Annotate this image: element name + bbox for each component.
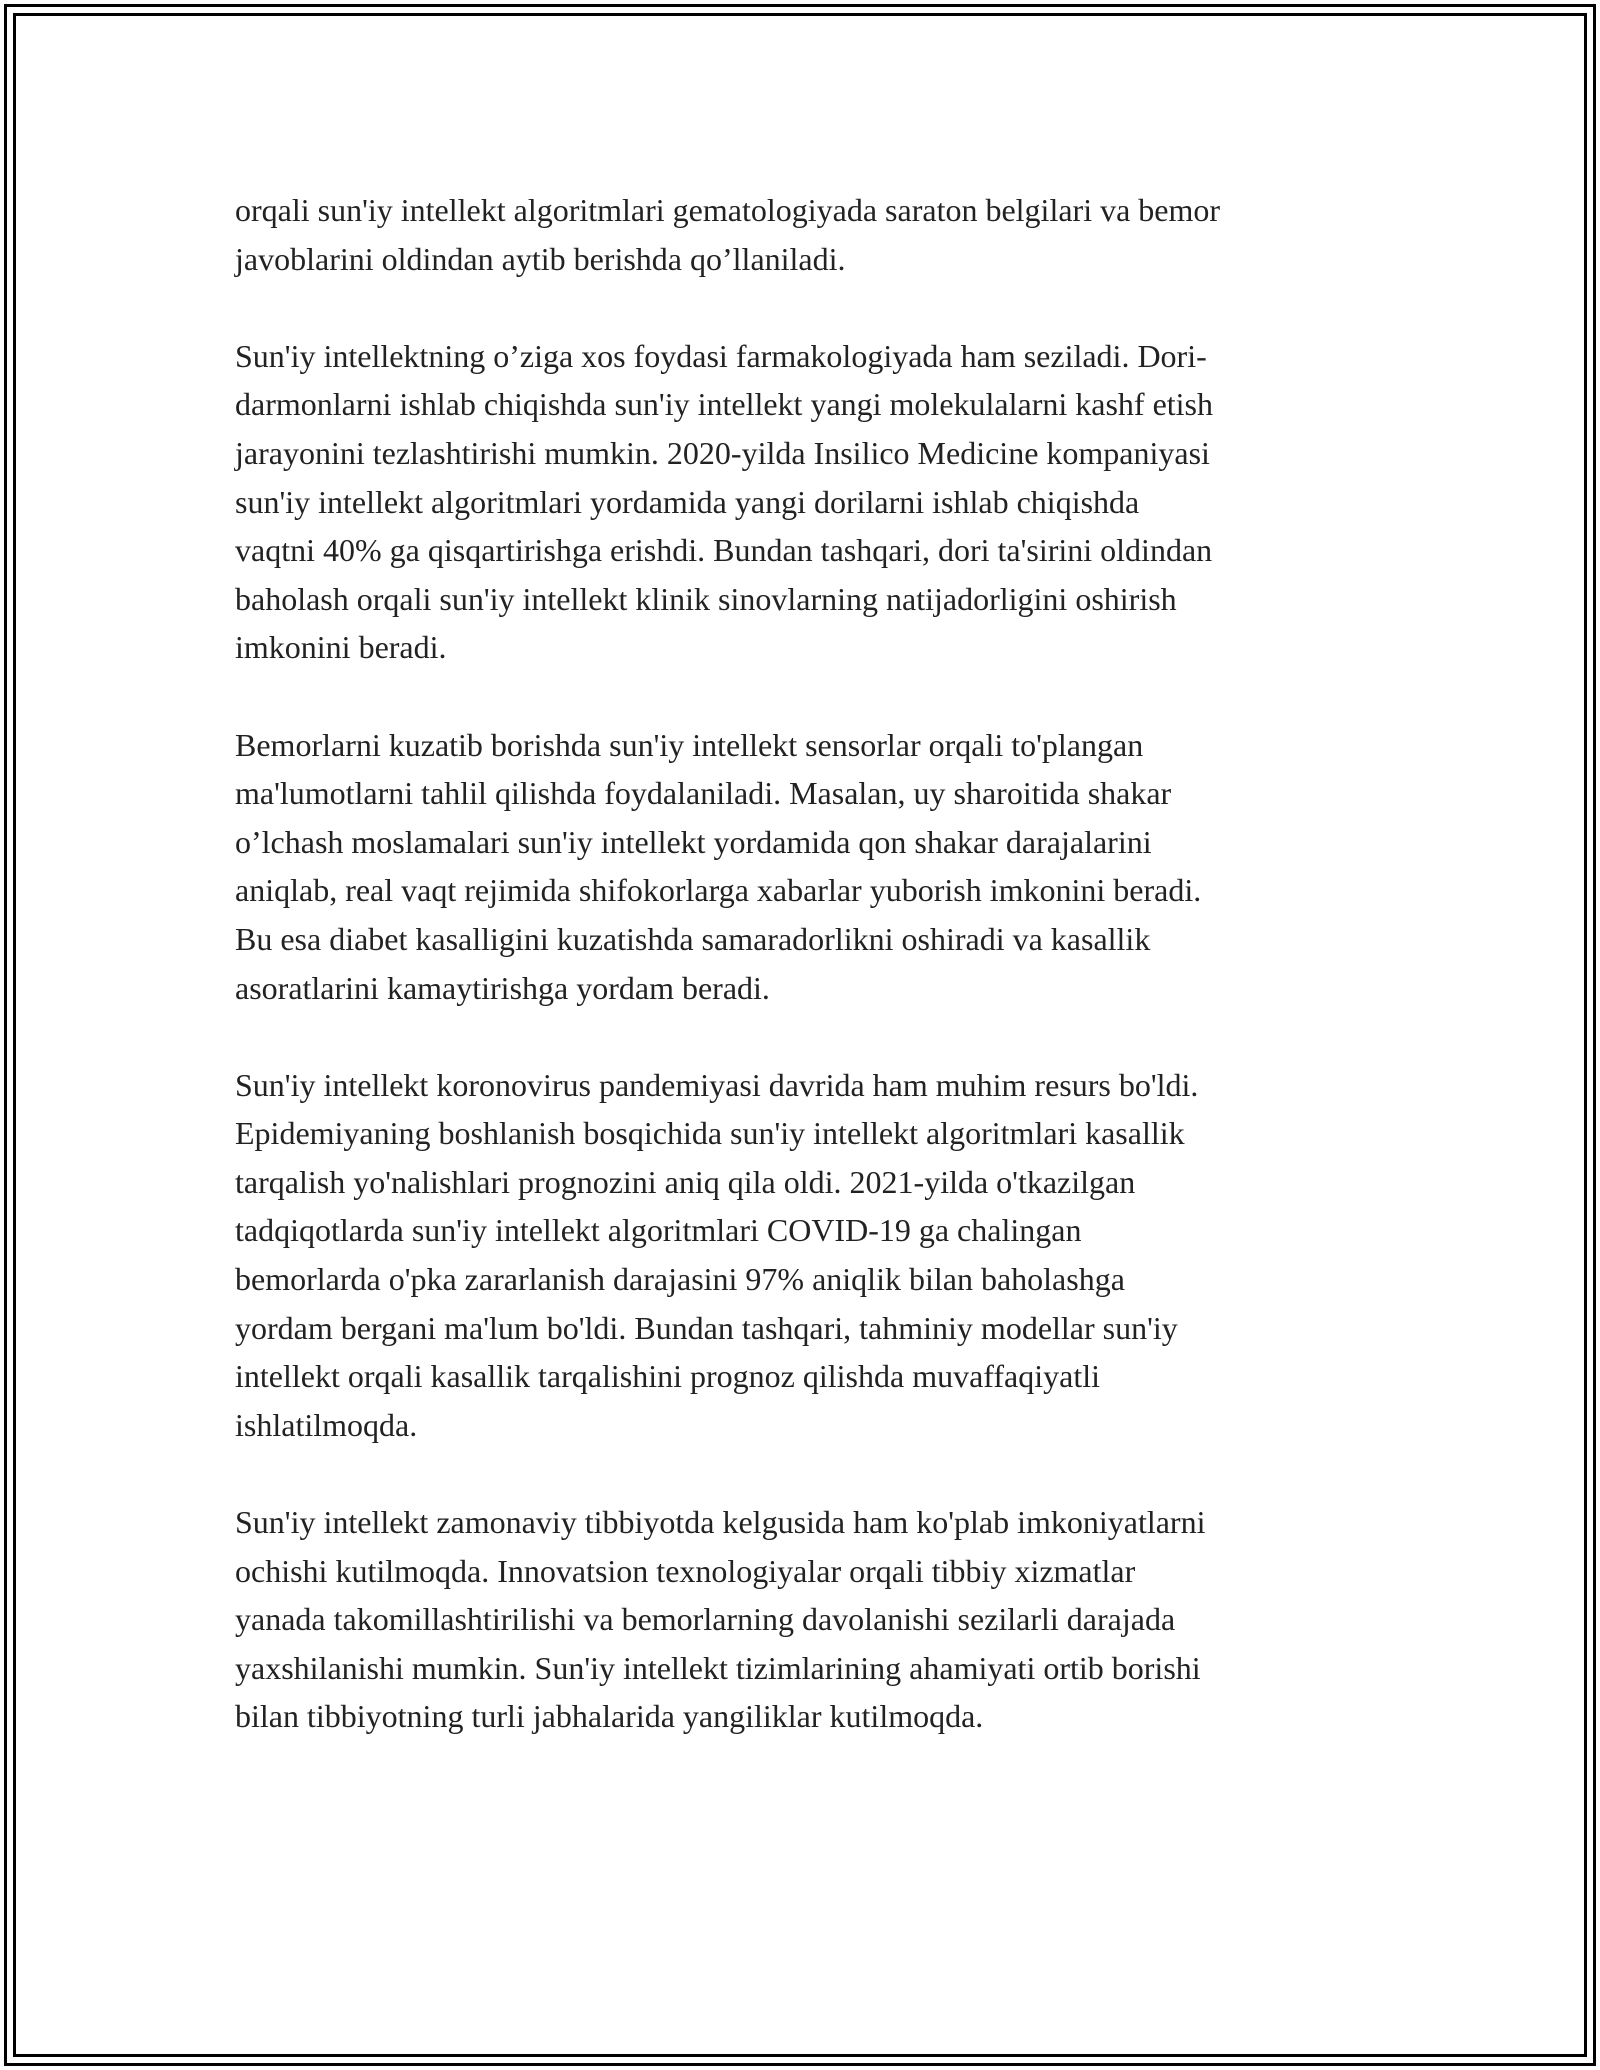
paragraph-4: Sun'iy intellekt koronovirus pandemiyasi davrida ham muhim resurs bo'ldi. Epidemiyaning boshlanish bosqichida sun'iy intellekt algoritmlari kasallik tarqalish yo'nalishlari prognozini aniq qila oldi. 2021-yilda o'tkazilgan tadqiqotlarda sun'iy intellekt algoritmlari COVID-19 ga chalingan bemorlarda o'pka zararlanish darajasini 97% aniqlik bilan baholashga yordam bergani ma'lum bo'ldi. Bundan tashqari, tahminiy modellar sun'iy intellekt orqali kasallik tarqalishini prognoz qilishda muvaffaqiyatli ishlatilmoqda. bbox=[235, 1066, 1199, 1443]
document-body bbox=[235, 186, 1375, 1790]
paragraph-3: Bemorlarni kuzatib borishda sun'iy intellekt sensorlar orqali to'plangan ma'lumotlarni tahlil qilishda foydalaniladi. Masalan, uy sharoitida shakar o’lchash moslamalari sun'iy intellekt yordamida qon shakar darajalarini aniqlab, real vaqt rejimida shifokorlarga xabarlar yuborish imkonini beradi. Bu esa diabet kasalligini kuzatishda samaradorlikni oshiradi va kasallik asoratlarini kamaytirishga yordam beradi. bbox=[235, 726, 1202, 1006]
paragraph-1: orqali sun'iy intellekt algoritmlari gematologiyada saraton belgilari va bemor javoblarini oldindan aytib berishda qo’llaniladi. bbox=[235, 192, 1221, 277]
paragraph-5: Sun'iy intellekt zamonaviy tibbiyotda kelgusida ham ko'plab imkoniyatlarni ochishi kutilmoqda. Innovatsion texnologiyalar orqali tibbiy xizmatlar yanada takomillashtirilishi va bemorlarning davolanishi sezilarli darajada yaxshilanishi mumkin. Sun'iy intellekt tizimlarining ahamiyati ortib borishi bilan tibbiyotning turli jabhalarida yangiliklar kutilmoqda. bbox=[235, 1504, 1206, 1735]
paragraph-2: Sun'iy intellektning o’ziga xos foydasi farmakologiyada ham seziladi. Dori- darmonlarni ishlab chiqishda sun'iy intellekt yangi molekulalarni kashf etish jarayonini tezlashtirishi mumkin. 2020-yilda Insilico Medicine kompaniyasi sun'iy intellekt algoritmlari yordamida yangi dorilarni ishlab chiqishda vaqtni 40% ga qisqartirishga erishdi. Bundan tashqari, dori ta'sirini oldindan baholash orqali sun'iy intellekt klinik sinovlarning natijadorligini oshirish imkonini beradi. bbox=[235, 337, 1213, 666]
